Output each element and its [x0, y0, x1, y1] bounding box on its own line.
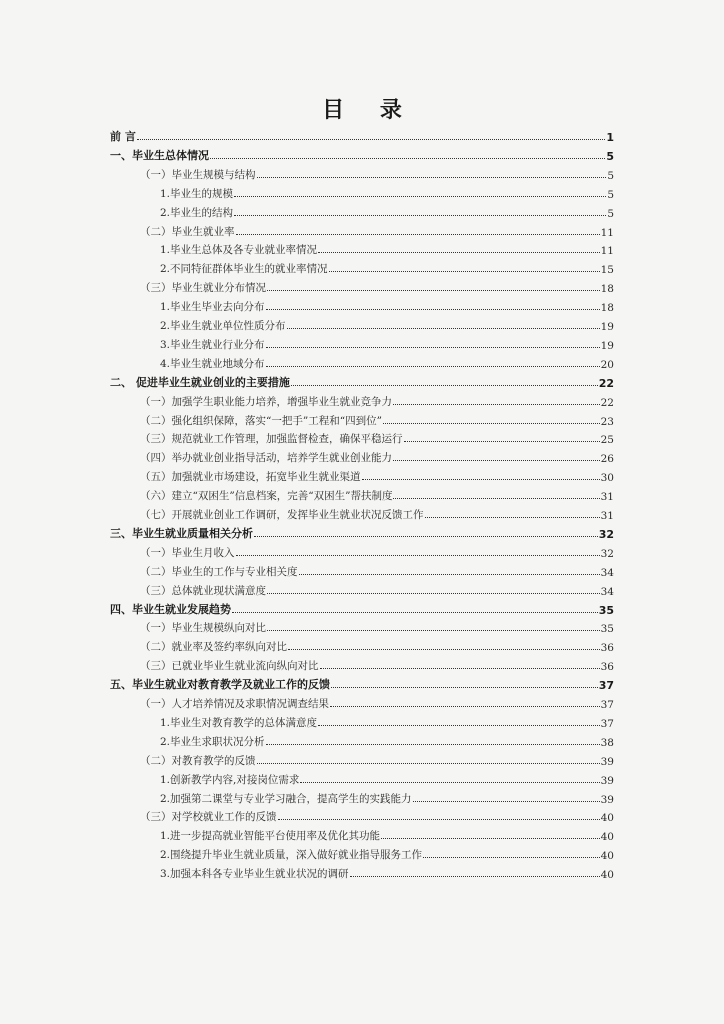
toc-entry-page-number: 25: [600, 434, 614, 447]
toc-entry[interactable]: [110, 145, 614, 163]
toc-entry-page-number: 5: [607, 188, 614, 201]
toc-dot-leader: [278, 818, 600, 820]
toc-entry-page-number: 37: [600, 717, 614, 730]
toc-entry-label: （三）已就业毕业生就业流向纵向对比: [140, 660, 319, 673]
toc-entry-page-number: 37: [600, 699, 614, 711]
toc-entry-label: 4.毕业生就业地域分布: [160, 357, 265, 370]
toc-entry-label: （二）毕业生的工作与专业相关度: [140, 565, 298, 578]
toc-dot-leader: [257, 176, 607, 178]
toc-entry-page-number: 15: [600, 264, 614, 277]
toc-entry-label: 1.毕业生对教育教学的总体满意度: [160, 716, 318, 729]
toc-dot-leader: [331, 686, 598, 688]
toc-entry[interactable]: [140, 542, 614, 560]
toc-entry[interactable]: [140, 636, 614, 654]
toc-dot-leader: [393, 403, 600, 405]
toc-entry-page-number: 39: [600, 755, 614, 768]
toc-dot-leader: [423, 856, 600, 858]
toc-dot-leader: [329, 270, 600, 272]
toc-entry-page-number: 30: [600, 472, 614, 485]
toc-entry-page-number: 38: [600, 736, 614, 749]
toc-entry-label: （三）总体就业现状满意度: [140, 584, 266, 597]
toc-entry[interactable]: [140, 277, 614, 295]
toc-entry-page-number: 19: [600, 321, 614, 333]
toc-dot-leader: [254, 535, 598, 537]
toc-entry[interactable]: [160, 258, 614, 276]
toc-entry-label: 2.围绕提升毕业生就业质量，深入做好就业指导服务工作: [160, 849, 423, 862]
toc-entry[interactable]: [160, 863, 614, 881]
toc-dot-leader: [381, 837, 600, 839]
toc-dot-leader: [210, 157, 605, 159]
toc-entry[interactable]: [160, 183, 614, 201]
toc-dot-leader: [318, 251, 600, 253]
toc-entry-label: 二、 促进毕业生就业创业的主要措施: [110, 375, 290, 389]
toc-entry-label: （七）开展就业创业工作调研，发挥毕业生就业状况反馈工作: [140, 509, 424, 521]
toc-entry[interactable]: [140, 164, 614, 182]
toc-entry-page-number: 5: [606, 149, 614, 163]
toc-entry[interactable]: [140, 580, 614, 598]
toc-entry-page-number: 20: [600, 358, 614, 371]
toc-entry[interactable]: [140, 221, 614, 239]
toc-entry[interactable]: [140, 806, 614, 824]
toc-entry[interactable]: [140, 466, 614, 484]
toc-entry-label: 五、毕业生就业对教育教学及就业工作的反馈: [110, 678, 330, 692]
toc-entry-page-number: 32: [598, 527, 614, 541]
toc-dot-leader: [234, 195, 606, 197]
toc-entry-label: （六）建立“双困生”信息档案，完善“双困生”帮扶制度: [140, 490, 393, 503]
toc-entry-label: 2.加强第二课堂与专业学习融合，提高学生的实践能力: [160, 792, 412, 805]
toc-dot-leader: [425, 516, 600, 518]
toc-entry[interactable]: [110, 674, 614, 692]
toc-entry[interactable]: [110, 599, 614, 617]
toc-entry-label: （三）对学校就业工作的反馈: [140, 811, 277, 824]
toc-dot-leader: [267, 289, 600, 291]
toc-dot-leader: [266, 743, 600, 745]
toc-entry-page-number: 40: [600, 850, 614, 863]
toc-entry[interactable]: [140, 561, 614, 579]
toc-entry[interactable]: [140, 693, 614, 711]
toc-entry-label: 1.毕业生总体及各专业就业率情况: [160, 244, 318, 257]
toc-dot-leader: [236, 233, 600, 235]
toc-entry[interactable]: [160, 712, 614, 730]
toc-entry-page-number: 22: [598, 376, 614, 390]
toc-entry-label: （四）举办就业创业指导活动，培养学生就业创业能力: [140, 452, 392, 465]
toc-entry-page-number: 1: [606, 131, 614, 144]
toc-entry-label: 2.不同特征群体毕业生的就业率情况: [160, 263, 328, 276]
toc-entry-label: （三）毕业生就业分布情况: [140, 282, 266, 295]
toc-entry-page-number: 5: [607, 169, 614, 182]
toc-entry-page-number: 39: [600, 774, 614, 787]
toc-entry-page-number: 18: [600, 302, 614, 315]
toc-entry-page-number: 32: [600, 547, 614, 560]
toc-entry[interactable]: [140, 750, 614, 768]
toc-dot-leader: [299, 573, 600, 575]
toc-entry-label: 前 言: [110, 130, 136, 143]
toc-entry[interactable]: [160, 296, 614, 314]
toc-entry-label: 3.加强本科各专业毕业生就业状况的调研: [160, 868, 349, 881]
toc-entry-label: 1.毕业生毕业去向分布: [160, 301, 265, 314]
toc-entry-page-number: 31: [600, 491, 614, 504]
toc-entry[interactable]: [110, 523, 614, 541]
toc-entry[interactable]: [160, 353, 614, 371]
toc-dot-leader: [330, 705, 600, 707]
toc-entry-label: 2.毕业生求职状况分析: [160, 735, 265, 748]
toc-dot-leader: [257, 762, 600, 764]
toc-entry[interactable]: [160, 731, 614, 749]
toc-entry-page-number: 39: [600, 793, 614, 806]
toc-dot-leader: [232, 611, 598, 613]
toc-entry-page-number: 18: [600, 283, 614, 296]
toc-entry-page-number: 11: [600, 226, 614, 239]
toc-dot-leader: [234, 214, 606, 216]
toc-entry-page-number: 36: [600, 661, 614, 674]
toc-entry[interactable]: [160, 239, 614, 257]
toc-entry[interactable]: [160, 825, 614, 843]
toc-dot-leader: [266, 308, 600, 310]
toc-entry[interactable]: [140, 410, 614, 428]
toc-entry[interactable]: [110, 372, 614, 390]
toc-entry-page-number: 19: [600, 339, 614, 352]
toc-dot-leader: [267, 592, 600, 594]
toc-entry-label: 2.毕业生就业单位性质分布: [160, 320, 286, 332]
toc-entry-label: （一）加强学生职业能力培养，增强毕业生就业竞争力: [140, 395, 392, 408]
toc-entry-label: 三、毕业生就业质量相关分析: [110, 526, 253, 540]
toc-entry[interactable]: [140, 485, 614, 503]
toc-entry-page-number: 35: [600, 623, 614, 636]
toc-entry-label: 四、毕业生就业发展趋势: [110, 602, 231, 616]
toc-entry-label: （一）毕业生规模纵向对比: [140, 622, 266, 635]
toc-entry-label: （三）规范就业工作管理，加强监督检查，确保平稳运行: [140, 433, 403, 446]
toc-entry[interactable]: [140, 504, 614, 522]
toc-entry-label: （五）加强就业市场建设，拓宽毕业生就业渠道: [140, 471, 361, 484]
toc-entry-page-number: 40: [600, 831, 614, 844]
toc-entry[interactable]: [140, 391, 614, 409]
toc-entry-label: （一）毕业生月收入: [140, 546, 235, 559]
toc-entry-page-number: 34: [600, 566, 614, 579]
toc-entry-label: 一、毕业生总体情况: [110, 148, 209, 162]
toc-dot-leader: [266, 365, 600, 367]
toc-entry-page-number: 34: [600, 585, 614, 598]
toc-dot-leader: [287, 327, 600, 329]
toc-dot-leader: [236, 554, 600, 556]
toc-entry-page-number: 22: [600, 396, 614, 409]
toc-entry-label: 1.毕业生的规模: [160, 187, 234, 200]
toc-entry-label: （二）就业率及签约率纵向对比: [140, 641, 287, 654]
toc-entry-page-number: 26: [600, 453, 614, 466]
toc-entry-label: （二）对教育教学的反馈: [140, 754, 256, 767]
toc-dot-leader: [350, 875, 600, 877]
toc-entry-page-number: 35: [598, 603, 614, 617]
toc-dot-leader: [383, 422, 600, 424]
toc-entry[interactable]: [160, 844, 614, 862]
toc-dot-leader: [320, 667, 600, 669]
toc-dot-leader: [413, 800, 600, 802]
toc-entry[interactable]: [160, 334, 614, 352]
toc-entry-page-number: 11: [600, 245, 614, 258]
toc-entry[interactable]: [160, 315, 614, 333]
toc-dot-leader: [318, 724, 600, 726]
toc-entry[interactable]: [140, 447, 614, 465]
toc-entry-label: （二）毕业生就业率: [140, 225, 235, 238]
toc-entry-page-number: 31: [600, 510, 614, 522]
toc-dot-leader: [267, 629, 600, 631]
toc-entry-label: （二）强化组织保障，落实“一把手”工程和“四到位”: [140, 414, 382, 427]
toc-entry-page-number: 37: [598, 679, 614, 693]
toc-entry-label: 3.毕业生就业行业分布: [160, 338, 265, 351]
toc-entry[interactable]: [110, 126, 614, 144]
toc-entry-page-number: 23: [600, 415, 614, 428]
toc-entry-label: 1.进一步提高就业智能平台使用率及优化其功能: [160, 830, 381, 843]
toc-dot-leader: [300, 781, 599, 783]
page-title: 目 录: [322, 98, 416, 123]
toc-entry-label: 1.创新教学内容,对接岗位需求: [160, 773, 300, 786]
toc-entry-page-number: 36: [600, 642, 614, 655]
toc-entry-page-number: 40: [600, 812, 614, 825]
toc-dot-leader: [266, 346, 600, 348]
toc-dot-leader: [404, 440, 600, 442]
toc-entry[interactable]: [160, 769, 614, 787]
toc-dot-leader: [393, 459, 600, 461]
toc-entry[interactable]: [140, 655, 614, 673]
toc-dot-leader: [362, 478, 600, 480]
toc-dot-leader: [288, 648, 600, 650]
toc-entry-label: （一）人才培养情况及求职情况调查结果: [140, 698, 329, 710]
toc-entry[interactable]: [160, 788, 614, 806]
toc-entry[interactable]: [140, 617, 614, 635]
toc-entry[interactable]: [160, 202, 614, 220]
toc-entry-label: 2.毕业生的结构: [160, 206, 234, 219]
toc-dot-leader: [291, 384, 598, 386]
toc-entry-page-number: 40: [600, 869, 614, 882]
toc-entry-page-number: 5: [607, 207, 614, 220]
toc-dot-leader: [137, 138, 606, 140]
toc-entry[interactable]: [140, 428, 614, 446]
toc-dot-leader: [393, 497, 599, 499]
toc-entry-label: （一）毕业生规模与结构: [140, 168, 256, 181]
